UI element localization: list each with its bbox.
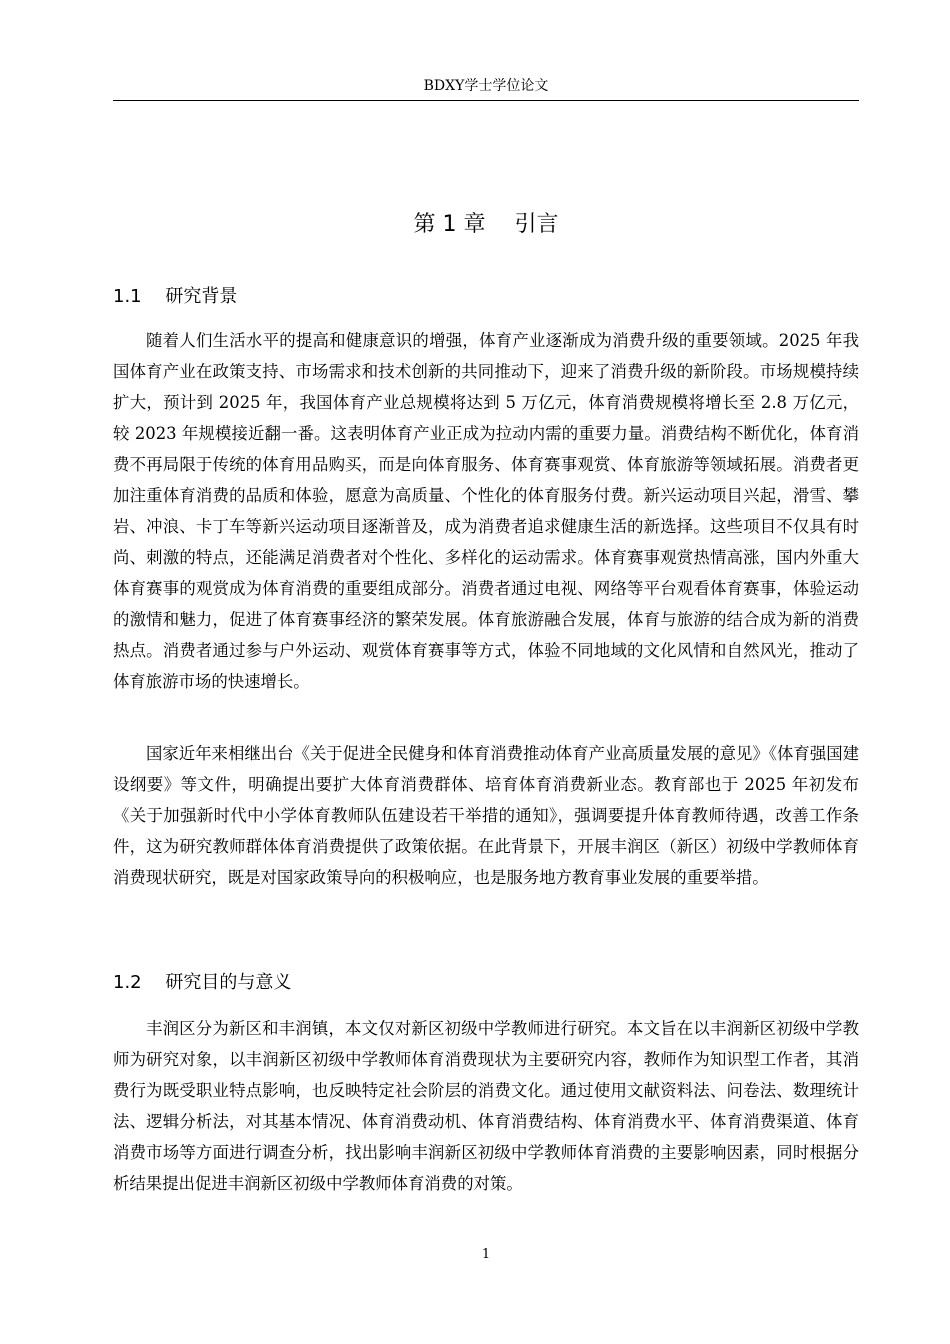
page-number: 1 [481,1247,491,1262]
header-rule [113,100,859,101]
running-header: BDXY学士学位论文 [423,78,549,94]
chapter-title: 第 1 章 引言 [413,212,559,237]
section-heading-1-2: 1.2 研究目的与意义 [113,972,292,993]
paragraph-purpose-1: 丰润区分为新区和丰润镇，本文仅对新区初级中学教师进行研究。本文旨在以丰润新区初级中学教师为研究对象，以丰润新区初级中学教师体育消费现状为主要研究内容，教师作为知识型工作者，其消费行为既受职业特点影响，也反映特定社会阶层的消费文化。通过使用文献资料法、问卷法、数理统计法、逻辑分析法，对其基本情况、体育消费动机、体育消费结构、体育消费水平、体育消费渠道、体育消费市场等方面进行调查分析，找出影响丰润新区初级中学教师体育消费的主要影响因素，同时根据分析结果提出促进丰润新区初级中学教师体育消费的对策。 [113,1019,859,1193]
paragraph-background-1: 随着人们生活水平的提高和健康意识的增强，体育产业逐渐成为消费升级的重要领域。2025 年我国体育产业在政策支持、市场需求和技术创新的共同推动下，迎来了消费升级的新阶段。市场规模持续扩大，预计到 2025 年，我国体育产业总规模将达到 5 万亿元，体育消费规模将增长至 2.8 万亿元，较 2023 年规模接近翻一番。这表明体育产业正成为拉动内需的重要力量。消费结构不断优化，体育消费不再局限于传统的体育用品购买，而是向体育服务、体育赛事观赏、体育旅游等领域拓展。消费者更加注重体育消费的品质和体验，愿意为高质量、个性化的体育服务付费。新兴运动项目兴起，滑雪、攀岩、冲浪、卡丁车等新兴运动项目逐渐普及，成为消费者追求健康生活的新选择。这些项目不仅具有时尚、刺激的特点，还能满足消费者对个性化、多样化的运动需求。体育赛事观赏热情高涨，国内外重大体育赛事的观赏成为体育消费的重要组成部分。消费者通过电视、网络等平台观看体育赛事，体验运动的激情和魅力，促进了体育赛事经济的繁荣发展。体育旅游融合发展，体育与旅游的结合成为新的消费热点。消费者通过参与户外运动、观赏体育赛事等方式，体验不同地域的文化风情和自然风光，推动了体育旅游市场的快速增长。 [113,331,859,691]
section-heading-1-1: 1.1 研究背景 [113,286,238,307]
paragraph-background-2: 国家近年来相继出台《关于促进全民健身和体育消费推动体育产业高质量发展的意见》《体育强国建设纲要》等文件，明确提出要扩大体育消费群体、培育体育消费新业态。教育部也于 2025 年初发布《关于加强新时代中小学体育教师队伍建设若干举措的通知》，强调要提升体育教师待遇，改善工作条件，这为研究教师群体体育消费提供了政策依据。在此背景下，开展丰润区（新区）初级中学教师体育消费现状研究，既是对国家政策导向的积极响应，也是服务地方教育事业发展的重要举措。 [113,744,859,887]
